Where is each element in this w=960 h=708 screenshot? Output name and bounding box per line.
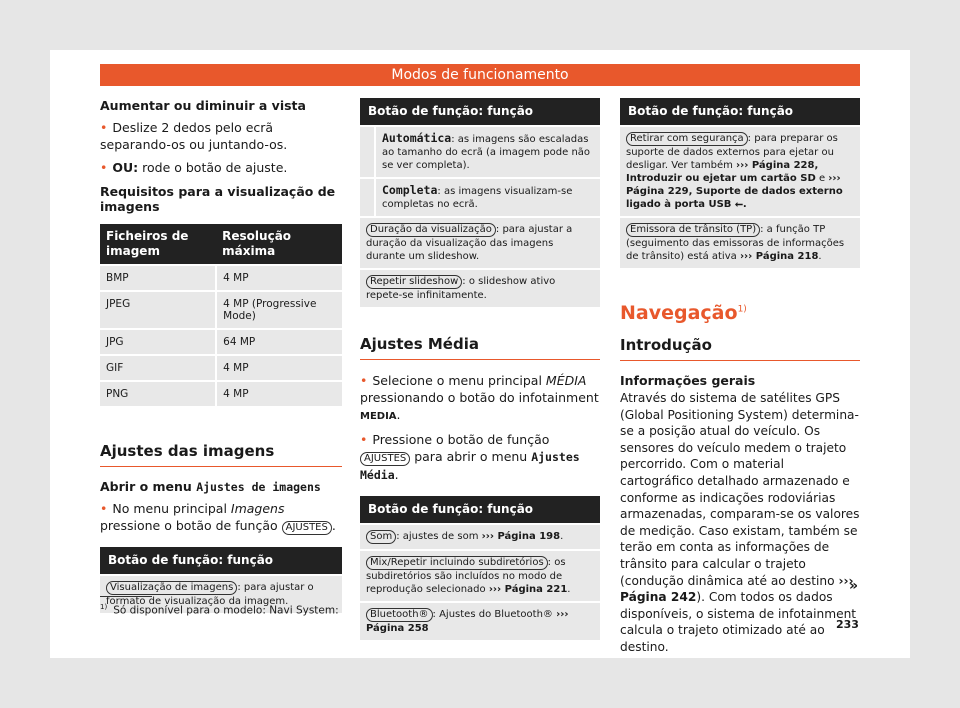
function-text: : para ajustar o formato de visualização da imagem. bbox=[106, 582, 314, 607]
navigation-title bbox=[620, 302, 860, 324]
text: pressione o botão de função bbox=[100, 518, 282, 533]
page-reference[interactable]: ››› Página 221 bbox=[488, 584, 568, 595]
format-cell: GIF bbox=[100, 355, 216, 381]
indent-cell bbox=[360, 126, 375, 178]
page-reference[interactable]: ››› Página 258 bbox=[366, 609, 569, 634]
function-table-header: Botão de função: função bbox=[100, 547, 342, 575]
text: ). Com todos os dados disponíveis, o sistema de infotainment calcula o trajeto otimizado até ao destino. bbox=[620, 590, 857, 654]
resolution-cell: 64 MP bbox=[216, 329, 342, 355]
safe-remove-button[interactable]: Retirar com segurança bbox=[626, 132, 748, 146]
table-header-resolution: Resolução máxima bbox=[216, 224, 342, 265]
menu-name: Ajustes Média bbox=[360, 450, 580, 482]
footnote-divider bbox=[100, 596, 152, 597]
resolution-cell: 4 MP bbox=[216, 355, 342, 381]
text: pressionando o botão do infotainment bbox=[360, 390, 599, 405]
function-row bbox=[375, 126, 600, 178]
open-menu-bullet bbox=[100, 500, 342, 535]
format-cell: BMP bbox=[100, 265, 216, 291]
function-text: : as imagens são escaladas ao tamanho do ecrã (a imagem pode não se ver completa). bbox=[382, 134, 591, 171]
image-requirements-table bbox=[100, 224, 342, 406]
table-row bbox=[100, 265, 342, 291]
open-menu-title bbox=[100, 479, 342, 494]
column-1 bbox=[100, 98, 342, 613]
option-complete: Completa bbox=[382, 183, 438, 197]
function-table-header: Botão de função: função bbox=[620, 98, 860, 126]
table-header-files: Ficheiros de imagem bbox=[100, 224, 216, 265]
section-title-image-settings: Ajustes das imagens bbox=[100, 436, 342, 467]
menu-name: Imagens bbox=[230, 501, 285, 516]
text: . bbox=[567, 584, 571, 595]
page-reference[interactable]: ››› Página 228, Introduzir ou ejetar um cartão SD bbox=[626, 160, 819, 184]
zoom-bullet-1 bbox=[100, 119, 342, 153]
footnote-marker: 1) bbox=[100, 603, 108, 611]
function-text: : o slideshow ativo repete-se infinitamente. bbox=[366, 276, 556, 301]
page-reference[interactable]: ››› Página 198 bbox=[481, 531, 561, 542]
mix-repeat-button[interactable]: Mix/Repetir incluindo subdiretórios bbox=[366, 556, 548, 570]
general-info-text bbox=[620, 390, 860, 656]
page-reference[interactable]: ››› Página 218 bbox=[739, 251, 819, 262]
traffic-station-button[interactable]: Emissora de trânsito (TP) bbox=[626, 223, 760, 237]
open-menu-name: Ajustes de imagens bbox=[196, 480, 321, 494]
media-bullet-2 bbox=[360, 431, 600, 484]
function-text: : os subdiretórios são incluídos no modo de reprodução selecionado bbox=[366, 557, 566, 595]
function-text: : as imagens visualizam-se completas no ecrã. bbox=[382, 186, 573, 210]
function-text: : ajustes de som bbox=[396, 531, 482, 542]
function-table-header: Botão de função: função bbox=[360, 496, 600, 524]
format-cell: JPG bbox=[100, 329, 216, 355]
resolution-cell: 4 MP (Progressive Mode) bbox=[216, 291, 342, 329]
text: . bbox=[331, 518, 336, 533]
function-row bbox=[360, 524, 600, 550]
footnote bbox=[100, 603, 339, 617]
bluetooth-button[interactable]: Bluetooth® bbox=[366, 608, 433, 622]
table-body bbox=[100, 265, 342, 406]
table-row bbox=[100, 291, 342, 329]
image-view-button[interactable]: Visualização de imagens bbox=[106, 581, 237, 595]
continue-mark: » bbox=[849, 578, 859, 594]
text: e bbox=[815, 173, 829, 184]
open-menu-prefix: Abrir o menu bbox=[100, 479, 197, 494]
zoom-title: Aumentar ou diminuir a vista bbox=[100, 98, 306, 113]
text: Selecione o menu principal bbox=[372, 373, 546, 388]
function-row bbox=[360, 269, 600, 307]
indent-cell bbox=[360, 178, 375, 217]
format-cell: PNG bbox=[100, 381, 216, 406]
ajustes-button[interactable]: AJUSTES bbox=[360, 452, 410, 466]
function-table-images-cont bbox=[360, 98, 600, 307]
function-text: : Ajustes do Bluetooth® bbox=[432, 609, 557, 620]
text: para abrir o menu bbox=[410, 449, 532, 464]
text: . bbox=[818, 251, 822, 262]
requirements-title: Requisitos para a visualização de imagens bbox=[100, 184, 336, 214]
function-text: : para preparar os suporte de dados externos para ejetar ou desligar. Ver também bbox=[626, 133, 838, 171]
table-row bbox=[100, 381, 342, 406]
footnote-marker: 1) bbox=[737, 304, 747, 315]
text: Através do sistema de satélites GPS (Global Positioning System) determina-se a posição atual do veículo. Os sensores do veículo medem o trajeto percorrido. Com o material cartográfico detalhado armazenado e conforme as indicações rodoviárias armazenadas, comparam-se os valores de medição. Caso existam, também se terão em conta as informações de trânsito para calcular o trajeto (condução dinâmica até ao destino bbox=[620, 391, 860, 588]
section-title-intro: Introdução bbox=[620, 330, 860, 361]
page-number: 233 bbox=[836, 618, 859, 631]
page-reference[interactable]: ››› Página 242 bbox=[620, 573, 854, 605]
function-text: : a função TP (seguimento das emissoras de informações de trânsito) está ativa bbox=[626, 224, 845, 262]
table-row bbox=[100, 329, 342, 355]
section-title-media-settings: Ajustes Média bbox=[360, 329, 600, 360]
function-row bbox=[620, 126, 860, 217]
media-key: MEDIA bbox=[360, 411, 397, 422]
function-row bbox=[360, 217, 600, 269]
text: . bbox=[394, 467, 399, 482]
repeat-slideshow-button[interactable]: Repetir slideshow bbox=[366, 275, 462, 289]
table-row bbox=[100, 355, 342, 381]
column-3 bbox=[620, 98, 860, 662]
or-label: OU: bbox=[112, 160, 139, 175]
function-text: : para ajustar a duração da visualização das imagens durante um slideshow. bbox=[366, 224, 573, 262]
function-table-media-cont bbox=[620, 98, 860, 268]
resolution-cell: 4 MP bbox=[216, 381, 342, 406]
zoom-bullet-2-text: rode o botão de ajuste. bbox=[138, 160, 288, 175]
general-info-title: Informações gerais bbox=[620, 373, 756, 388]
text: . bbox=[560, 531, 564, 542]
page-reference[interactable]: ››› Página 229, Suporte de dados externo ligado à porta USB ⭠. bbox=[626, 173, 843, 210]
chapter-header: Modos de funcionamento bbox=[100, 64, 860, 86]
ajustes-button[interactable]: AJUSTES bbox=[282, 521, 332, 535]
format-cell: JPEG bbox=[100, 291, 216, 329]
text: . bbox=[396, 407, 401, 422]
option-automatic: Automática bbox=[382, 131, 452, 145]
function-row bbox=[375, 178, 600, 217]
sound-button[interactable]: Som bbox=[366, 530, 396, 544]
column-2 bbox=[360, 98, 600, 640]
function-row bbox=[360, 550, 600, 602]
function-table-header: Botão de função: função bbox=[360, 98, 600, 126]
menu-name: MÉDIA bbox=[545, 373, 587, 388]
zoom-bullet-2 bbox=[100, 159, 342, 176]
media-bullet-1 bbox=[360, 372, 600, 425]
text: Pressione o botão de função bbox=[372, 432, 550, 447]
text: No menu principal bbox=[112, 501, 231, 516]
resolution-cell: 4 MP bbox=[216, 265, 342, 291]
navigation-title-text: Navegação bbox=[620, 302, 738, 324]
zoom-bullet-1-text: Deslize 2 dedos pelo ecrã separando-os ou juntando-os. bbox=[100, 120, 288, 152]
footnote-text: Só disponível para o modelo: Navi System: bbox=[113, 604, 339, 617]
function-row bbox=[620, 217, 860, 268]
function-row bbox=[360, 602, 600, 640]
duration-button[interactable]: Duração da visualização bbox=[366, 223, 496, 237]
function-table-media bbox=[360, 496, 600, 640]
